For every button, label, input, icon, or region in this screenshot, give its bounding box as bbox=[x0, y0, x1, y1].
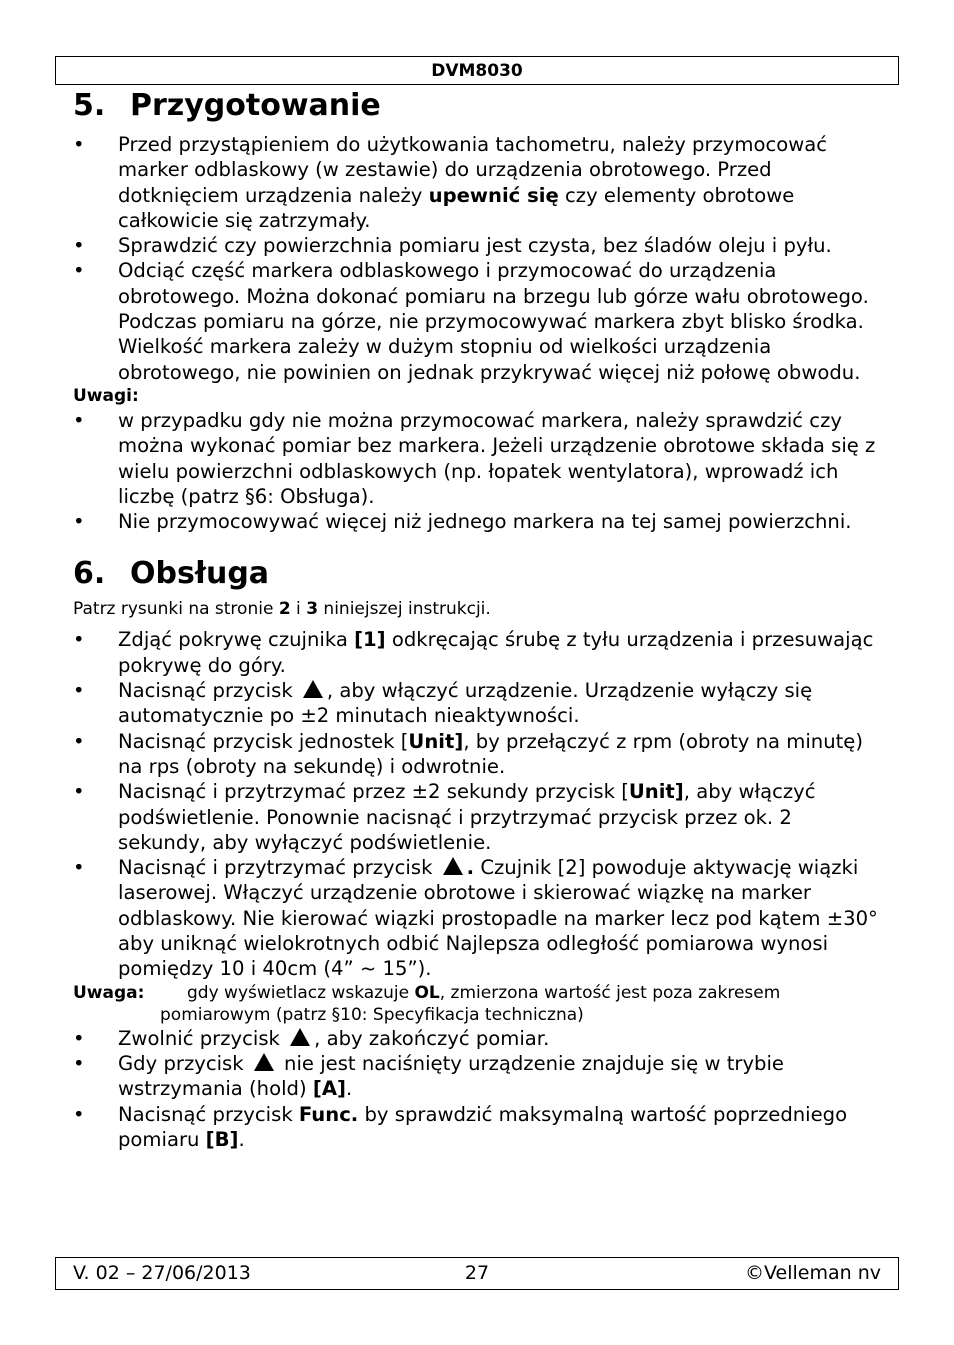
triangle-up-icon bbox=[290, 1028, 310, 1046]
page-content bbox=[73, 86, 883, 1152]
list-item: • Odciąć część markera odblaskowego i przymocować do urządzenia obrotowego. Można dokonać pomiaru na brzegu lub górze wału obrotowego. Podczas pomiaru na górze, nie przymocowywać markera zbyt blisko środka. Wielkość markera zależy w dużym stopniu od wielkości urządzenia obrotowego, nie powinien on jednak przykrywać więcej niż połowę obwodu. bbox=[73, 259, 869, 384]
version-date: V. 02 – 27/06/2013 bbox=[73, 1262, 251, 1284]
list-item: • Zwolnić przycisk , aby zakończyć pomiar. bbox=[73, 1026, 550, 1050]
list-item: • Nacisnąć przycisk Func. by sprawdzić maksymalną wartość poprzedniego pomiaru [B]. bbox=[73, 1102, 848, 1151]
section-number: 5. bbox=[73, 88, 106, 123]
operation-list-continued bbox=[73, 1026, 883, 1152]
section-title: Przygotowanie bbox=[130, 88, 381, 123]
copyright: ©Velleman nv bbox=[745, 1262, 881, 1284]
section-5-heading bbox=[73, 86, 883, 126]
section-6-heading bbox=[73, 554, 883, 594]
triangle-up-icon bbox=[443, 857, 463, 875]
list-item: • Gdy przycisk nie jest naciśnięty urządzenie znajduje się w trybie wstrzymania (hold) [A]. bbox=[73, 1051, 784, 1101]
list-item: • Zdjąć pokrywę czujnika [1] odkręcając śrubę z tyłu urządzenia i przesuwając pokrywę do góry. bbox=[73, 628, 874, 677]
intro-text: Patrz rysunki na stronie 2 i 3 niniejszej instrukcji. bbox=[73, 599, 491, 620]
notes-label: Uwagi: bbox=[73, 385, 139, 406]
list-item: • Nie przymocowywać więcej niż jednego markera na tej samej powierzchni. bbox=[73, 510, 852, 534]
triangle-up-icon bbox=[254, 1053, 274, 1071]
operation-list bbox=[73, 627, 883, 981]
note-block: Uwaga: gdy wyświetlacz wskazuje OL, zmierzona wartość jest poza zakresem pomiarowym (patrz §10: Specyfikacja techniczna) bbox=[73, 982, 781, 1025]
notes-list bbox=[73, 408, 883, 534]
section-title: Obsługa bbox=[130, 556, 270, 592]
preparation-list bbox=[73, 132, 883, 385]
triangle-up-icon bbox=[303, 680, 323, 698]
note-label: Uwaga: bbox=[73, 982, 145, 1003]
page-footer bbox=[55, 1257, 899, 1290]
list-item: • Sprawdzić czy powierzchnia pomiaru jest czysta, bez śladów oleju i pyłu. bbox=[73, 234, 832, 258]
model-name: DVM8030 bbox=[431, 61, 523, 81]
list-item: • Nacisnąć przycisk jednostek [Unit], by przełączyć z rpm (obroty na minutę) na rps (obroty na sekundę) i odwrotnie. bbox=[73, 729, 864, 778]
section-number: 6. bbox=[73, 556, 106, 592]
list-item: • Przed przystąpieniem do użytkowania tachometru, należy przymocować marker odblaskowy (w zestawie) do urządzenia obrotowego. Przed dotknięciem urządzenia należy upewnić się czy elementy obrotowe całkowicie się zatrzymały. bbox=[73, 133, 828, 232]
list-item: • Nacisnąć przycisk , aby włączyć urządzenie. Urządzenie wyłączy się automatycznie po ±2 minutach nieaktywności. bbox=[73, 679, 813, 728]
list-item: • Nacisnąć i przytrzymać przycisk . Czujnik [2] powoduje aktywację wiązki laserowej. Włączyć urządzenie obrotowe i skierować wiązkę na marker odblaskowy. Nie kierować wiązki prostopadle na marker lecz pod kątem ±30° aby uniknąć wielokrotnych odbić Najlepsza odległość pomiarowa wynosi pomiędzy 10 i 40cm (4” ~ 15”). bbox=[73, 856, 878, 981]
list-item: • w przypadku gdy nie można przymocować markera, należy sprawdzić czy można wykonać pomiar bez markera. Jeżeli urządzenie obrotowe składa się z wielu powierzchni odblaskowych (np. łopatek wentylatora), wprowadź ich liczbę (patrz §6: Obsługa). bbox=[73, 408, 876, 508]
page-header bbox=[55, 56, 899, 85]
page-number: 27 bbox=[464, 1262, 490, 1284]
list-item: • Nacisnąć i przytrzymać przez ±2 sekundy przycisk [Unit], aby włączyć podświetlenie. Ponownie nacisnąć i przytrzymać przycisk przez ok. 2 sekundy, aby wyłączyć podświetlenie. bbox=[73, 780, 816, 854]
